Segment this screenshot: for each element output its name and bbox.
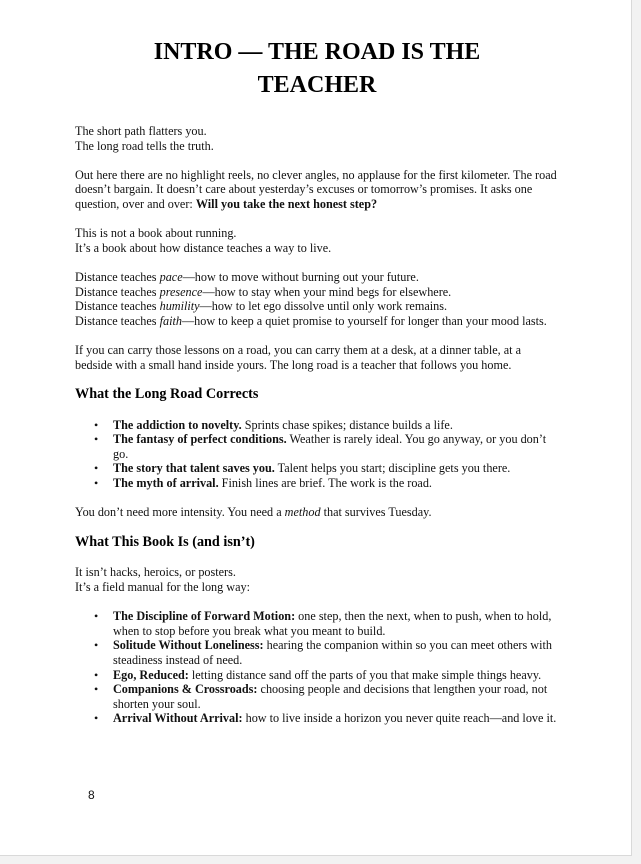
page-number: 8 <box>88 788 95 802</box>
list-item <box>113 609 559 638</box>
intro-line-2: The long road tells the truth. <box>75 138 214 153</box>
chapter-title <box>75 36 559 102</box>
book-about-line-2: It’s a book about how distance teaches a way to live. <box>75 240 332 255</box>
teaches-rest: —how to stay when your mind begs for elsewhere. <box>202 284 452 299</box>
list-item-text: Talent helps you start; discipline gets you there. <box>274 461 511 476</box>
list-item-text: letting distance sand off the parts of you that make simple things heavy. <box>188 667 542 682</box>
list-item-lead: The story that talent saves you. <box>113 461 275 476</box>
method-word: method <box>284 505 321 520</box>
list-item-lead: The addiction to novelty. <box>113 417 242 432</box>
list-item-lead: The fantasy of perfect conditions. <box>113 432 287 447</box>
teaches-prefix: Distance teaches <box>75 313 160 328</box>
teaches-word: faith <box>159 313 182 328</box>
teaches-rest: —how to let ego dissolve until only work remains. <box>199 299 447 314</box>
list-item-text: Finish lines are brief. The work is the road. <box>218 476 432 491</box>
teaches-rest: —how to keep a quiet promise to yourself for longer than your mood lasts. <box>181 313 547 328</box>
list-item-text: Sprints chase spikes; distance builds a life. <box>241 417 453 432</box>
chapter-title-line-1: INTRO — THE ROAD IS THE <box>153 39 481 65</box>
list-item-text: choosing people and decisions that lengthen your road, not shorten your soul. <box>113 682 548 711</box>
list-item-lead: The myth of arrival. <box>113 476 219 491</box>
corrects-list <box>75 418 559 491</box>
list-item-text: Weather is rarely ideal. You go anyway, or you don’t go. <box>113 432 547 461</box>
page-content <box>75 0 559 726</box>
section-heading-corrects: What the Long Road Corrects <box>75 386 259 403</box>
list-item-text: one step, then the next, when to push, when to hold, when to stop before you break what you meant to build. <box>113 609 552 638</box>
list-item <box>113 682 559 711</box>
teaches-word: humility <box>159 299 200 314</box>
chapter-title-line-2: TEACHER <box>257 72 377 98</box>
method-text-post: that survives Tuesday. <box>320 505 432 520</box>
list-item <box>113 711 559 726</box>
teaches-line <box>75 285 451 299</box>
list-item <box>113 476 559 491</box>
book-topics-list <box>75 609 559 726</box>
teaches-prefix: Distance teaches <box>75 284 160 299</box>
section-heading-book-is: What This Book Is (and isn’t) <box>75 533 255 550</box>
list-item <box>113 432 559 461</box>
list-item <box>113 638 559 667</box>
intro-paragraph <box>75 124 559 153</box>
distance-teaches-paragraph <box>75 270 559 328</box>
list-item-text: how to live inside a horizon you never quite reach—and love it. <box>242 711 557 726</box>
teaches-line <box>75 299 447 313</box>
field-manual-line-2: It’s a field manual for the long way: <box>75 580 250 595</box>
book-about-line-1: This is not a book about running. <box>75 226 237 241</box>
list-item <box>113 418 559 433</box>
list-item-lead: Ego, Reduced: <box>113 667 189 682</box>
teaches-word: presence <box>159 284 203 299</box>
road-paragraph-question: Will you take the next honest step? <box>195 196 378 211</box>
teaches-rest: —how to move without burning out your future. <box>182 269 419 284</box>
list-item-lead: Solitude Without Loneliness: <box>113 638 264 653</box>
list-item <box>113 461 559 476</box>
road-paragraph-text: Out here there are no highlight reels, no clever angles, no applause for the first kilometer. The road doesn’t bargain. It doesn’t care about yesterday’s excuses or tomorrow’s promises. It asks one question, over and over: <box>75 167 557 211</box>
intro-line-1: The short path flatters you. <box>75 124 207 138</box>
teaches-word: pace <box>159 269 183 284</box>
book-about-paragraph <box>75 226 559 255</box>
list-item-lead: Arrival Without Arrival: <box>113 711 243 726</box>
teaches-prefix: Distance teaches <box>75 299 160 314</box>
field-manual-paragraph <box>75 565 559 594</box>
list-item-text: hearing the companion within so you can meet others with steadiness instead of need. <box>113 638 552 667</box>
method-text-pre: You don’t need more intensity. You need a <box>75 505 285 520</box>
list-item <box>113 668 559 683</box>
teaches-prefix: Distance teaches <box>75 269 160 284</box>
road-paragraph <box>75 168 559 212</box>
list-item-lead: The Discipline of Forward Motion: <box>113 609 296 624</box>
teaches-line <box>75 314 547 328</box>
teaches-line <box>75 270 419 284</box>
method-paragraph <box>75 505 559 520</box>
list-item-lead: Companions & Crossroads: <box>113 682 258 697</box>
lessons-paragraph: If you can carry those lessons on a road, you can carry them at a desk, at a dinner table, at a bedside with a small hand inside yours. The long road is a teacher that follows you home. <box>75 342 522 372</box>
field-manual-line-1: It isn’t hacks, heroics, or posters. <box>75 565 236 580</box>
